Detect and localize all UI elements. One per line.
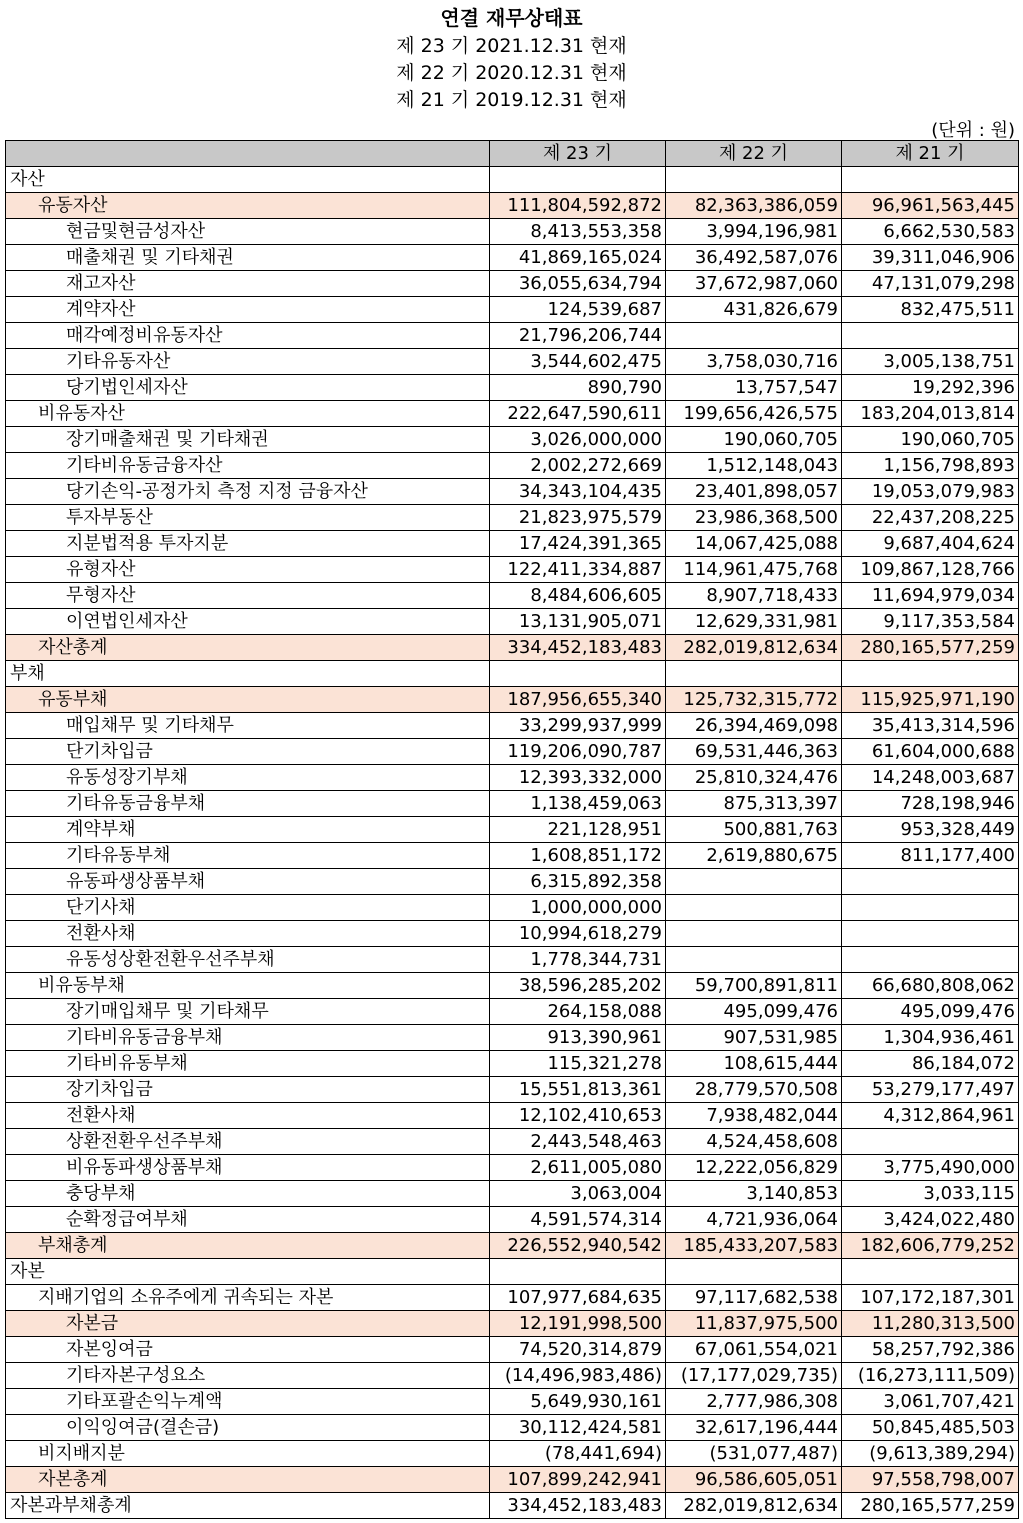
table-row [6,1233,1019,1259]
value-period-22: 875,313,397 [666,791,842,817]
header-period-23: 제 23 기 [490,141,666,167]
account-label: 자본잉여금 [6,1337,490,1363]
unit-label: (단위 : 원) [931,120,1015,141]
value-period-22: 495,099,476 [666,999,842,1025]
value-period-23: 33,299,937,999 [490,713,666,739]
value-period-23: 10,994,618,279 [490,921,666,947]
value-period-22: 3,140,853 [666,1181,842,1207]
value-period-23: 6,315,892,358 [490,869,666,895]
account-label: 이연법인세자산 [6,609,490,635]
value-period-21: 22,437,208,225 [842,505,1019,531]
value-period-23: 107,899,242,941 [490,1467,666,1493]
value-period-23: 264,158,088 [490,999,666,1025]
table-row [6,1207,1019,1233]
value-period-22 [666,1259,842,1285]
value-period-21: 183,204,013,814 [842,401,1019,427]
table-row [6,375,1019,401]
account-label: 지배기업의 소유주에게 귀속되는 자본 [6,1285,490,1311]
account-label: 자본 [6,1259,490,1285]
table-row [6,323,1019,349]
value-period-21: 97,558,798,007 [842,1467,1019,1493]
value-period-23: 119,206,090,787 [490,739,666,765]
value-period-21: 3,005,138,751 [842,349,1019,375]
account-label: 기타자본구성요소 [6,1363,490,1389]
value-period-21: 3,061,707,421 [842,1389,1019,1415]
account-label: 자산총계 [6,635,490,661]
value-period-22 [666,661,842,687]
account-label: 비지배지분 [6,1441,490,1467]
value-period-22: 69,531,446,363 [666,739,842,765]
table-row [6,1441,1019,1467]
account-label: 자본과부채총계 [6,1493,490,1519]
value-period-21: 39,311,046,906 [842,245,1019,271]
value-period-21: 280,165,577,259 [842,1493,1019,1519]
value-period-23: 3,063,004 [490,1181,666,1207]
value-period-22 [666,167,842,193]
table-row [6,1181,1019,1207]
value-period-23: (14,496,983,486) [490,1363,666,1389]
table-row [6,921,1019,947]
account-label: 계약자산 [6,297,490,323]
table-row [6,583,1019,609]
value-period-23: 2,002,272,669 [490,453,666,479]
account-label: 재고자산 [6,271,490,297]
value-period-21: 115,925,971,190 [842,687,1019,713]
table-row [6,1025,1019,1051]
value-period-22: 11,837,975,500 [666,1311,842,1337]
account-label: 순확정급여부채 [6,1207,490,1233]
value-period-22 [666,921,842,947]
value-period-21: (16,273,111,509) [842,1363,1019,1389]
value-period-22: 8,907,718,433 [666,583,842,609]
value-period-21: 109,867,128,766 [842,557,1019,583]
value-period-22: (531,077,487) [666,1441,842,1467]
value-period-21 [842,1259,1019,1285]
value-period-23: 122,411,334,887 [490,557,666,583]
value-period-21: 1,156,798,893 [842,453,1019,479]
account-label: 자산 [6,167,490,193]
value-period-22: 97,117,682,538 [666,1285,842,1311]
table-row [6,739,1019,765]
value-period-21: 14,248,003,687 [842,765,1019,791]
header-period-22: 제 22 기 [666,141,842,167]
value-period-23: 74,520,314,879 [490,1337,666,1363]
value-period-22 [666,895,842,921]
value-period-23: 1,138,459,063 [490,791,666,817]
account-label: 자본금 [6,1311,490,1337]
table-row [6,1051,1019,1077]
value-period-22: 59,700,891,811 [666,973,842,999]
value-period-22: 500,881,763 [666,817,842,843]
value-period-22: 32,617,196,444 [666,1415,842,1441]
value-period-22: 2,619,880,675 [666,843,842,869]
table-row [6,271,1019,297]
value-period-23: 13,131,905,071 [490,609,666,635]
table-row [6,661,1019,687]
value-period-23: 913,390,961 [490,1025,666,1051]
account-label: 부채총계 [6,1233,490,1259]
table-row [6,791,1019,817]
value-period-23: 1,608,851,172 [490,843,666,869]
table-row [6,1415,1019,1441]
value-period-23: 30,112,424,581 [490,1415,666,1441]
table-row [6,1129,1019,1155]
table-row [6,1155,1019,1181]
table-row [6,869,1019,895]
account-label: 자본총계 [6,1467,490,1493]
value-period-23: 107,977,684,635 [490,1285,666,1311]
value-period-22: 14,067,425,088 [666,531,842,557]
value-period-21: 58,257,792,386 [842,1337,1019,1363]
value-period-21: 19,053,079,983 [842,479,1019,505]
account-label: 비유동파생상품부채 [6,1155,490,1181]
value-period-23: 5,649,930,161 [490,1389,666,1415]
statement-title: 연결 재무상태표 [440,6,583,30]
value-period-22: 67,061,554,021 [666,1337,842,1363]
table-row [6,219,1019,245]
value-period-22: 23,986,368,500 [666,505,842,531]
table-row [6,401,1019,427]
header-row [6,141,1019,167]
account-label: 기타포괄손익누계액 [6,1389,490,1415]
account-label: 기타유동금융부채 [6,791,490,817]
account-label: 매각예정비유동자산 [6,323,490,349]
value-period-22: 13,757,547 [666,375,842,401]
account-label: 유동성장기부채 [6,765,490,791]
value-period-22: 125,732,315,772 [666,687,842,713]
account-label: 기타유동자산 [6,349,490,375]
account-label: 기타비유동부채 [6,1051,490,1077]
table-row [6,479,1019,505]
table-row [6,843,1019,869]
value-period-21: 47,131,079,298 [842,271,1019,297]
account-label: 이익잉여금(결손금) [6,1415,490,1441]
table-row [6,1285,1019,1311]
account-label: 단기차입금 [6,739,490,765]
account-label: 단기사채 [6,895,490,921]
account-label: 전환사채 [6,1103,490,1129]
value-period-21 [842,661,1019,687]
value-period-23: 1,778,344,731 [490,947,666,973]
account-label: 비유동부채 [6,973,490,999]
table-row [6,1259,1019,1285]
value-period-23: 12,393,332,000 [490,765,666,791]
value-period-23: 124,539,687 [490,297,666,323]
value-period-23: 334,452,183,483 [490,635,666,661]
table-row [6,1077,1019,1103]
table-row [6,609,1019,635]
value-period-23: 3,026,000,000 [490,427,666,453]
value-period-21 [842,869,1019,895]
value-period-22: 82,363,386,059 [666,193,842,219]
value-period-23: 12,102,410,653 [490,1103,666,1129]
value-period-22: 1,512,148,043 [666,453,842,479]
value-period-21: 11,280,313,500 [842,1311,1019,1337]
account-label: 부채 [6,661,490,687]
value-period-21: 86,184,072 [842,1051,1019,1077]
value-period-23: 12,191,998,500 [490,1311,666,1337]
value-period-23: 8,413,553,358 [490,219,666,245]
table-row [6,687,1019,713]
value-period-23: 2,443,548,463 [490,1129,666,1155]
value-period-22: 12,629,331,981 [666,609,842,635]
table-row [6,999,1019,1025]
value-period-23: 1,000,000,000 [490,895,666,921]
account-label: 당기법인세자산 [6,375,490,401]
value-period-22: 25,810,324,476 [666,765,842,791]
value-period-22 [666,869,842,895]
value-period-23: 334,452,183,483 [490,1493,666,1519]
value-period-22: 7,938,482,044 [666,1103,842,1129]
value-period-21 [842,1129,1019,1155]
value-period-23: 226,552,940,542 [490,1233,666,1259]
value-period-21: 953,328,449 [842,817,1019,843]
value-period-23: 222,647,590,611 [490,401,666,427]
value-period-21: 280,165,577,259 [842,635,1019,661]
value-period-22: 4,721,936,064 [666,1207,842,1233]
value-period-23: 38,596,285,202 [490,973,666,999]
value-period-21 [842,921,1019,947]
period-line-23: 제 23 기 2021.12.31 현재 [396,35,627,57]
value-period-21: 11,694,979,034 [842,583,1019,609]
value-period-23: 21,823,975,579 [490,505,666,531]
value-period-22: 23,401,898,057 [666,479,842,505]
value-period-23: 187,956,655,340 [490,687,666,713]
table-row [6,1337,1019,1363]
value-period-23: 4,591,574,314 [490,1207,666,1233]
value-period-23: 15,551,813,361 [490,1077,666,1103]
table-row [6,349,1019,375]
value-period-21: (9,613,389,294) [842,1441,1019,1467]
value-period-21: 61,604,000,688 [842,739,1019,765]
value-period-22: 190,060,705 [666,427,842,453]
value-period-21: 190,060,705 [842,427,1019,453]
period-line-21: 제 21 기 2019.12.31 현재 [396,89,627,111]
account-label: 무형자산 [6,583,490,609]
account-label: 기타비유동금융부채 [6,1025,490,1051]
value-period-22: 114,961,475,768 [666,557,842,583]
value-period-21 [842,895,1019,921]
value-period-21: 9,117,353,584 [842,609,1019,635]
value-period-21: 107,172,187,301 [842,1285,1019,1311]
account-label: 매입채무 및 기타채무 [6,713,490,739]
value-period-23: 221,128,951 [490,817,666,843]
value-period-23 [490,167,666,193]
header-account [6,141,490,167]
table-row [6,505,1019,531]
value-period-22: 26,394,469,098 [666,713,842,739]
value-period-22: 199,656,426,575 [666,401,842,427]
table-row [6,635,1019,661]
value-period-23 [490,661,666,687]
account-label: 유동자산 [6,193,490,219]
value-period-22 [666,947,842,973]
table-row [6,817,1019,843]
value-period-22: 96,586,605,051 [666,1467,842,1493]
value-period-22: 3,994,196,981 [666,219,842,245]
value-period-21: 3,033,115 [842,1181,1019,1207]
value-period-21 [842,167,1019,193]
value-period-21: 19,292,396 [842,375,1019,401]
table-body [6,167,1019,1519]
account-label: 현금및현금성자산 [6,219,490,245]
table-row [6,297,1019,323]
value-period-21: 1,304,936,461 [842,1025,1019,1051]
value-period-21: 96,961,563,445 [842,193,1019,219]
value-period-21: 495,099,476 [842,999,1019,1025]
account-label: 지분법적용 투자지분 [6,531,490,557]
value-period-21: 50,845,485,503 [842,1415,1019,1441]
table-row [6,973,1019,999]
value-period-23: 3,544,602,475 [490,349,666,375]
value-period-23 [490,1259,666,1285]
value-period-22: 108,615,444 [666,1051,842,1077]
account-label: 비유동자산 [6,401,490,427]
value-period-22: 4,524,458,608 [666,1129,842,1155]
value-period-21: 3,424,022,480 [842,1207,1019,1233]
value-period-22: 185,433,207,583 [666,1233,842,1259]
value-period-22: 12,222,056,829 [666,1155,842,1181]
table-row [6,427,1019,453]
value-period-22: 2,777,986,308 [666,1389,842,1415]
value-period-21: 9,687,404,624 [842,531,1019,557]
value-period-21 [842,323,1019,349]
value-period-23: 36,055,634,794 [490,271,666,297]
value-period-22: 431,826,679 [666,297,842,323]
value-period-23: (78,441,694) [490,1441,666,1467]
value-period-21: 66,680,808,062 [842,973,1019,999]
value-period-21: 3,775,490,000 [842,1155,1019,1181]
table-row [6,1311,1019,1337]
value-period-22: 3,758,030,716 [666,349,842,375]
table-row [6,713,1019,739]
account-label: 유형자산 [6,557,490,583]
period-line-22: 제 22 기 2020.12.31 현재 [396,62,627,84]
value-period-21 [842,947,1019,973]
account-label: 매출채권 및 기타채권 [6,245,490,271]
account-label: 충당부채 [6,1181,490,1207]
value-period-21: 811,177,400 [842,843,1019,869]
value-period-23: 21,796,206,744 [490,323,666,349]
account-label: 유동성상환전환우선주부채 [6,947,490,973]
table-row [6,531,1019,557]
account-label: 당기손익-공정가치 측정 지정 금융자산 [6,479,490,505]
account-label: 유동부채 [6,687,490,713]
table-row [6,1103,1019,1129]
account-label: 전환사채 [6,921,490,947]
value-period-22: 36,492,587,076 [666,245,842,271]
table-row [6,1389,1019,1415]
value-period-21: 6,662,530,583 [842,219,1019,245]
value-period-22: (17,177,029,735) [666,1363,842,1389]
table-row [6,1493,1019,1519]
value-period-22: 282,019,812,634 [666,635,842,661]
table-row [6,765,1019,791]
value-period-21: 4,312,864,961 [842,1103,1019,1129]
table-row [6,1363,1019,1389]
table-row [6,557,1019,583]
value-period-21: 832,475,511 [842,297,1019,323]
table-row [6,1467,1019,1493]
table-row [6,193,1019,219]
account-label: 상환전환우선주부채 [6,1129,490,1155]
account-label: 장기차입금 [6,1077,490,1103]
value-period-21: 35,413,314,596 [842,713,1019,739]
value-period-23: 2,611,005,080 [490,1155,666,1181]
value-period-23: 111,804,592,872 [490,193,666,219]
value-period-23: 34,343,104,435 [490,479,666,505]
account-label: 유동파생상품부채 [6,869,490,895]
value-period-23: 890,790 [490,375,666,401]
value-period-21: 182,606,779,252 [842,1233,1019,1259]
value-period-22: 907,531,985 [666,1025,842,1051]
table-row [6,453,1019,479]
value-period-21: 728,198,946 [842,791,1019,817]
account-label: 장기매입채무 및 기타채무 [6,999,490,1025]
value-period-23: 17,424,391,365 [490,531,666,557]
table-row [6,167,1019,193]
account-label: 계약부채 [6,817,490,843]
account-label: 투자부동산 [6,505,490,531]
header-period-21: 제 21 기 [842,141,1019,167]
value-period-22: 37,672,987,060 [666,271,842,297]
balance-sheet-table [5,140,1019,1519]
value-period-23: 8,484,606,605 [490,583,666,609]
table-row [6,895,1019,921]
value-period-22 [666,323,842,349]
account-label: 기타유동부채 [6,843,490,869]
value-period-22: 282,019,812,634 [666,1493,842,1519]
table-row [6,245,1019,271]
value-period-21: 53,279,177,497 [842,1077,1019,1103]
value-period-22: 28,779,570,508 [666,1077,842,1103]
value-period-23: 115,321,278 [490,1051,666,1077]
account-label: 기타비유동금융자산 [6,453,490,479]
table-row [6,947,1019,973]
account-label: 장기매출채권 및 기타채권 [6,427,490,453]
value-period-23: 41,869,165,024 [490,245,666,271]
